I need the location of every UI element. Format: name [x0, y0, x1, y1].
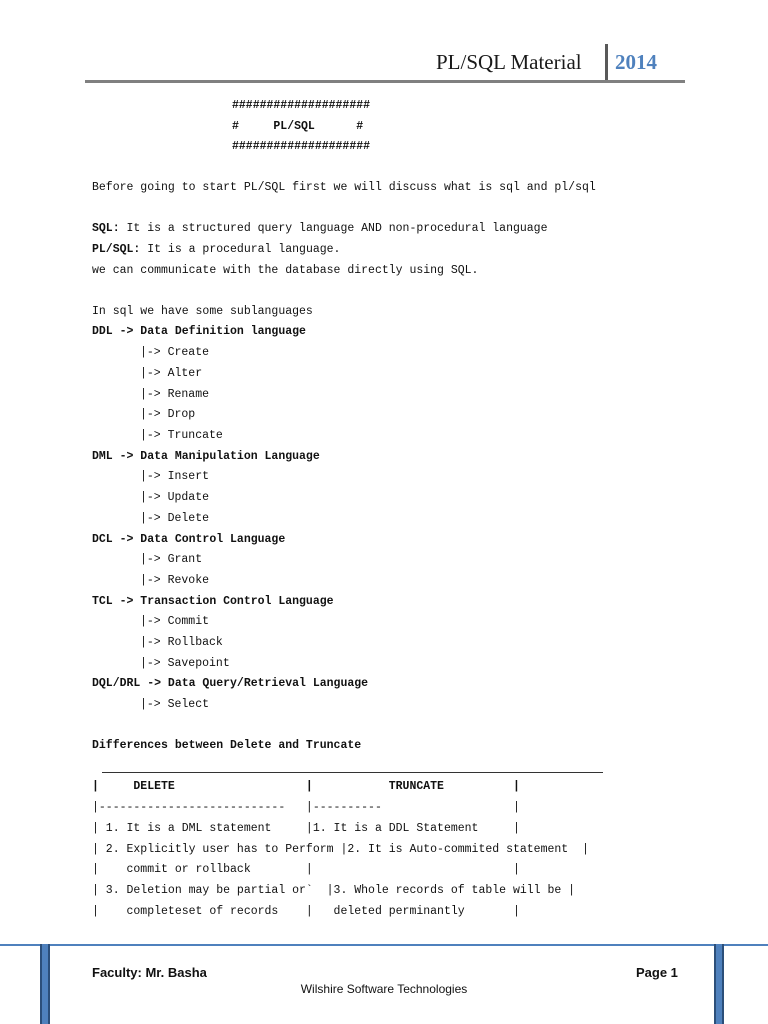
list-item: |-> Rename — [140, 388, 210, 401]
list-item: |-> Create — [140, 346, 210, 359]
sublanguage-heading-dml: DML -> Data Manipulation Language — [92, 450, 320, 463]
table-row: |--------------------------- |---------- | — [92, 801, 520, 814]
table-top-rule — [102, 772, 603, 773]
list-item: |-> Alter — [140, 367, 203, 380]
footer-company: Wilshire Software Technologies — [300, 982, 468, 996]
list-item: |-> Revoke — [140, 574, 210, 587]
table-row: | 2. Explicitly user has to Perform |2. It is Auto-commited statement | — [92, 843, 589, 856]
list-item: |-> Rollback — [140, 636, 223, 649]
list-item: |-> Grant — [140, 553, 203, 566]
banner-line: #################### — [232, 140, 371, 153]
list-item: |-> Commit — [140, 615, 210, 628]
document-year: 2014 — [615, 50, 657, 74]
sublanguage-heading-dcl: DCL -> Data Control Language — [92, 533, 286, 546]
document-title: PL/SQL Material — [436, 50, 582, 74]
list-item: |-> Truncate — [140, 429, 223, 442]
table-row: | completeset of records | deleted perminantly | — [92, 905, 520, 918]
table-header-row: | DELETE | TRUNCATE | — [92, 780, 520, 793]
header-rule — [85, 80, 685, 83]
sublanguage-heading-dql: DQL/DRL -> Data Query/Retrieval Language — [92, 677, 369, 690]
communicate-text: we can communicate with the database directly using SQL. — [92, 264, 479, 277]
intro-text: Before going to start PL/SQL first we will discuss what is sql and pl/sql — [92, 181, 596, 194]
table-row: | 3. Deletion may be partial or` |3. Whole records of table will be | — [92, 884, 576, 897]
table-row: | commit or rollback | | — [92, 863, 520, 876]
footer-page-number: Page 1 — [636, 965, 678, 980]
sql-definition — [92, 222, 547, 236]
footer-rule — [0, 944, 768, 946]
sublanguages-intro: In sql we have some sublanguages — [92, 305, 313, 318]
plsql-text: It is a procedural language. — [140, 243, 341, 256]
plsql-definition — [92, 243, 340, 257]
plsql-label: PL/SQL: — [92, 243, 141, 256]
list-item: |-> Savepoint — [140, 657, 230, 670]
list-item: |-> Select — [140, 698, 210, 711]
footer-faculty: Faculty: Mr. Basha — [92, 965, 207, 980]
page-header — [0, 0, 768, 90]
banner-line: #################### — [232, 99, 371, 112]
differences-title: Differences between Delete and Truncate — [92, 739, 362, 752]
list-item: |-> Insert — [140, 470, 210, 483]
sql-text: It is a structured query language AND non-procedural language — [119, 222, 548, 235]
list-item: |-> Drop — [140, 408, 196, 421]
list-item: |-> Update — [140, 491, 210, 504]
table-row: | 1. It is a DML statement |1. It is a DDL Statement | — [92, 822, 520, 835]
banner-line: # PL/SQL # — [232, 120, 364, 133]
sublanguage-heading-ddl: DDL -> Data Definition language — [92, 325, 306, 338]
sql-label: SQL: — [92, 222, 120, 235]
sublanguage-heading-tcl: TCL -> Transaction Control Language — [92, 595, 334, 608]
header-divider — [605, 44, 608, 82]
list-item: |-> Delete — [140, 512, 210, 525]
